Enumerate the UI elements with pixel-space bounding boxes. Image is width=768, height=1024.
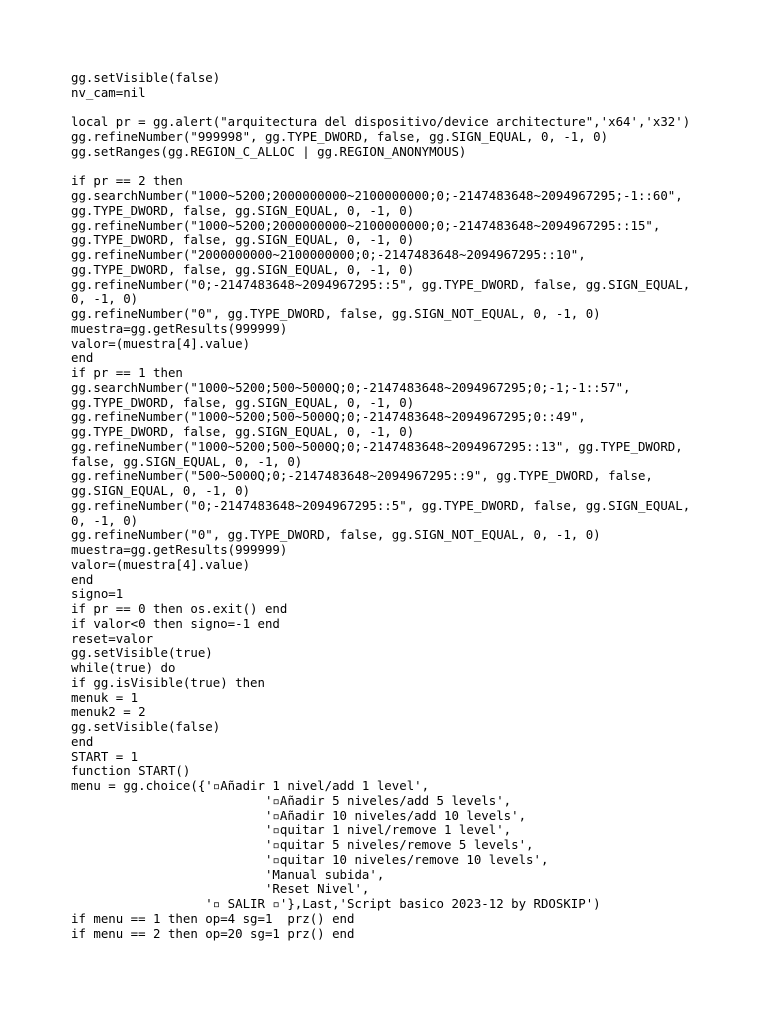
code-line: '▫quitar 10 niveles/remove 10 levels', bbox=[71, 851, 549, 867]
code-line: gg.TYPE_DWORD, false, gg.SIGN_EQUAL, 0, -1, 0) bbox=[71, 261, 415, 277]
code-line: if menu == 1 then op=4 sg=1 prz() end bbox=[71, 910, 355, 926]
code-line: gg.refineNumber("0;-2147483648~2094967295::5", gg.TYPE_DWORD, false, gg.SIGN_EQUAL, bbox=[71, 497, 691, 513]
code-line: gg.setVisible(true) bbox=[71, 645, 213, 661]
code-line: 'Reset Nivel', bbox=[71, 881, 370, 897]
code-line: gg.refineNumber("0", gg.TYPE_DWORD, false, gg.SIGN_NOT_EQUAL, 0, -1, 0) bbox=[71, 306, 601, 321]
code-line: while(true) do bbox=[71, 660, 176, 675]
code-line: reset=valor bbox=[71, 630, 154, 646]
code-line: gg.refineNumber("1000~5200;500~5000Q;0;-2147483648~2094967295::13", gg.TYPE_DWORD, bbox=[71, 438, 683, 454]
code-line: gg.setVisible(false) bbox=[71, 719, 221, 734]
code-line: gg.refineNumber("2000000000~2100000000;0;-2147483648~2094967295::10", bbox=[71, 247, 586, 262]
code-line: '▫quitar 1 nivel/remove 1 level', bbox=[71, 822, 512, 838]
code-line: muestra=gg.getResults(999999) bbox=[71, 542, 288, 557]
code-line: gg.refineNumber("0", gg.TYPE_DWORD, false, gg.SIGN_NOT_EQUAL, 0, -1, 0) bbox=[71, 527, 601, 543]
code-line: gg.setVisible(false) bbox=[71, 70, 221, 85]
code-line: gg.refineNumber("0;-2147483648~2094967295::5", gg.TYPE_DWORD, false, gg.SIGN_EQUAL, bbox=[71, 276, 691, 292]
code-line: gg.refineNumber("1000~5200;500~5000Q;0;-2147483648~2094967295;0::49", bbox=[71, 409, 586, 425]
code-line: 0, -1, 0) bbox=[71, 512, 139, 528]
code-line: if menu == 2 then op=20 sg=1 prz() end bbox=[71, 925, 355, 941]
code-line: 'Manual subida', bbox=[71, 866, 385, 882]
code-line: if gg.isVisible(true) then bbox=[71, 674, 265, 690]
code-line: '▫ SALIR ▫'},Last,'Script basico 2023-12 by RDOSKIP') bbox=[71, 896, 601, 911]
code-line: valor=(muestra[4].value) bbox=[71, 335, 251, 351]
code-line: if pr == 0 then os.exit() end bbox=[71, 601, 288, 616]
code-line: end bbox=[71, 571, 94, 587]
code-line: gg.TYPE_DWORD, false, gg.SIGN_EQUAL, 0, -1, 0) bbox=[71, 232, 415, 248]
code-line: gg.TYPE_DWORD, false, gg.SIGN_EQUAL, 0, -1, 0) bbox=[71, 394, 415, 410]
code-line bbox=[71, 160, 751, 175]
code-line: gg.TYPE_DWORD, false, gg.SIGN_EQUAL, 0, -1, 0) bbox=[71, 424, 415, 439]
code-line: if pr == 1 then bbox=[71, 365, 183, 380]
code-line: signo=1 bbox=[71, 586, 124, 602]
code-line: local pr = gg.alert("arquitectura del dispositivo/device architecture",'x64','x32') bbox=[71, 114, 691, 130]
code-line: if valor<0 then signo=-1 end bbox=[71, 615, 280, 631]
code-line: valor=(muestra[4].value) bbox=[71, 556, 251, 572]
code-line: gg.setRanges(gg.REGION_C_ALLOC | gg.REGION_ANONYMOUS) bbox=[71, 143, 467, 159]
code-line: gg.refineNumber("500~5000Q;0;-2147483648~2094967295::9", gg.TYPE_DWORD, false, bbox=[71, 468, 653, 484]
code-line: gg.searchNumber("1000~5200;500~5000Q;0;-2147483648~2094967295;0;-1;-1::57", bbox=[71, 379, 631, 395]
code-line: menuk2 = 2 bbox=[71, 704, 146, 720]
code-line: nv_cam=nil bbox=[71, 84, 146, 100]
code-line: end bbox=[71, 733, 94, 749]
code-line: end bbox=[71, 350, 94, 366]
code-line: gg.searchNumber("1000~5200;2000000000~2100000000;0;-2147483648~2094967295;-1::60", bbox=[71, 188, 683, 203]
code-line bbox=[71, 101, 751, 116]
code-line: menu = gg.choice({'▫Añadir 1 nivel/add 1 level', bbox=[71, 778, 430, 793]
code-line: gg.refineNumber("1000~5200;2000000000~2100000000;0;-2147483648~2094967295::15", bbox=[71, 217, 661, 233]
code-line: gg.refineNumber("999998", gg.TYPE_DWORD, false, gg.SIGN_EQUAL, 0, -1, 0) bbox=[71, 129, 609, 144]
code-line: '▫Añadir 10 niveles/add 10 levels', bbox=[71, 807, 527, 823]
code-line: gg.TYPE_DWORD, false, gg.SIGN_EQUAL, 0, -1, 0) bbox=[71, 202, 415, 218]
code-line: false, gg.SIGN_EQUAL, 0, -1, 0) bbox=[71, 453, 303, 469]
code-line: '▫quitar 5 niveles/remove 5 levels', bbox=[71, 837, 534, 852]
code-line: if pr == 2 then bbox=[71, 173, 183, 189]
code-line: '▫Añadir 5 niveles/add 5 levels', bbox=[71, 792, 512, 808]
code-line: muestra=gg.getResults(999999) bbox=[71, 320, 288, 336]
code-listing bbox=[71, 71, 751, 941]
code-line: menuk = 1 bbox=[71, 689, 139, 705]
code-line: gg.SIGN_EQUAL, 0, -1, 0) bbox=[71, 483, 251, 498]
code-line: 0, -1, 0) bbox=[71, 291, 139, 307]
code-line: START = 1 bbox=[71, 748, 139, 764]
code-line: function START() bbox=[71, 763, 191, 779]
